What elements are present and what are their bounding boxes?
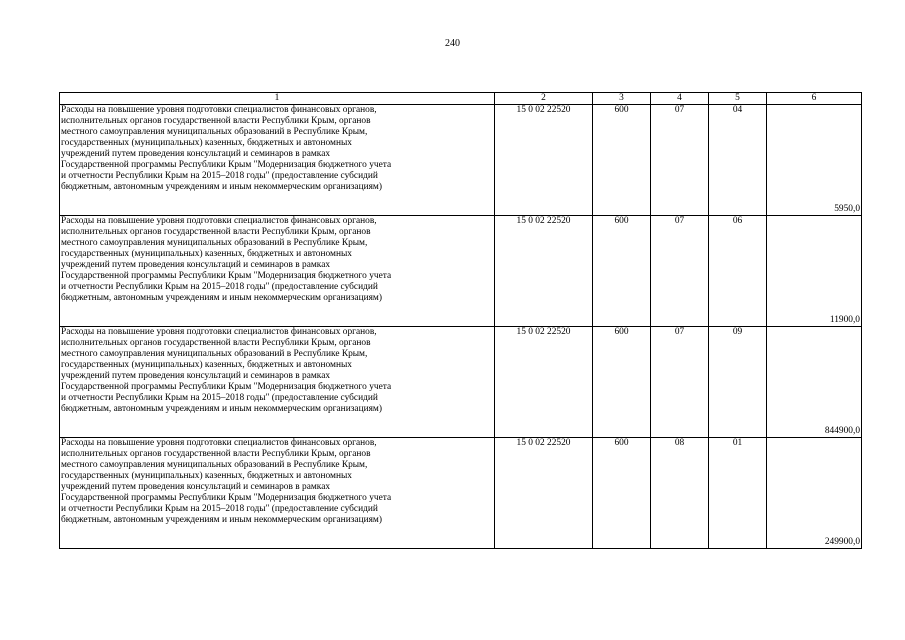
row-subsection: 01 xyxy=(709,438,767,549)
row-amount: 249900,0 xyxy=(767,438,862,549)
header-col-5: 5 xyxy=(709,93,767,105)
table-header xyxy=(60,93,862,105)
row-target-code: 15 0 02 22520 xyxy=(495,105,593,216)
row-amount: 844900,0 xyxy=(767,327,862,438)
header-col-1: 1 xyxy=(60,93,495,105)
row-section: 08 xyxy=(651,438,709,549)
row-section: 07 xyxy=(651,105,709,216)
row-section: 07 xyxy=(651,216,709,327)
row-description: Расходы на повышение уровня подготовки специалистов финансовых органов, исполнительных органов государственной власти Республики Крым, органов местного самоуправления муниципальных образований в Республике Крым, государственных (муниципальных) казенных, бюджетных и автономных учреждений путем проведения консультаций и семинаров в рамках Государственной программы Республики Крым "Модернизация бюджетного учета и отчетности Республики Крым на 2015–2018 годы" (предоставление субсидий бюджетным, автономным учреждениям и иным некоммерческим организациям) xyxy=(60,216,495,327)
row-expense-type: 600 xyxy=(593,105,651,216)
row-target-code: 15 0 02 22520 xyxy=(495,216,593,327)
page-number: 240 xyxy=(445,38,460,49)
header-row xyxy=(60,93,862,105)
row-expense-type: 600 xyxy=(593,216,651,327)
header-col-2: 2 xyxy=(495,93,593,105)
row-target-code: 15 0 02 22520 xyxy=(495,438,593,549)
table-row xyxy=(60,216,862,327)
row-subsection: 06 xyxy=(709,216,767,327)
header-col-6: 6 xyxy=(767,93,862,105)
row-amount: 11900,0 xyxy=(767,216,862,327)
row-subsection: 09 xyxy=(709,327,767,438)
row-target-code: 15 0 02 22520 xyxy=(495,327,593,438)
row-expense-type: 600 xyxy=(593,327,651,438)
table-row xyxy=(60,438,862,549)
header-col-4: 4 xyxy=(651,93,709,105)
header-col-3: 3 xyxy=(593,93,651,105)
table-body xyxy=(60,105,862,549)
table-row xyxy=(60,105,862,216)
row-description: Расходы на повышение уровня подготовки специалистов финансовых органов, исполнительных органов государственной власти Республики Крым, органов местного самоуправления муниципальных образований в Республике Крым, государственных (муниципальных) казенных, бюджетных и автономных учреждений путем проведения консультаций и семинаров в рамках Государственной программы Республики Крым "Модернизация бюджетного учета и отчетности Республики Крым на 2015–2018 годы" (предоставление субсидий бюджетным, автономным учреждениям и иным некоммерческим организациям) xyxy=(60,105,495,216)
row-expense-type: 600 xyxy=(593,438,651,549)
row-amount: 5950,0 xyxy=(767,105,862,216)
row-description: Расходы на повышение уровня подготовки специалистов финансовых органов, исполнительных органов государственной власти Республики Крым, органов местного самоуправления муниципальных образований в Республике Крым, государственных (муниципальных) казенных, бюджетных и автономных учреждений путем проведения консультаций и семинаров в рамках Государственной программы Республики Крым "Модернизация бюджетного учета и отчетности Республики Крым на 2015–2018 годы" (предоставление субсидий бюджетным, автономным учреждениям и иным некоммерческим организациям) xyxy=(60,327,495,438)
table-row xyxy=(60,327,862,438)
row-description: Расходы на повышение уровня подготовки специалистов финансовых органов, исполнительных органов государственной власти Республики Крым, органов местного самоуправления муниципальных образований в Республике Крым, государственных (муниципальных) казенных, бюджетных и автономных учреждений путем проведения консультаций и семинаров в рамках Государственной программы Республики Крым "Модернизация бюджетного учета и отчетности Республики Крым на 2015–2018 годы" (предоставление субсидий бюджетным, автономным учреждениям и иным некоммерческим организациям) xyxy=(60,438,495,549)
row-subsection: 04 xyxy=(709,105,767,216)
budget-table xyxy=(59,92,862,549)
row-section: 07 xyxy=(651,327,709,438)
